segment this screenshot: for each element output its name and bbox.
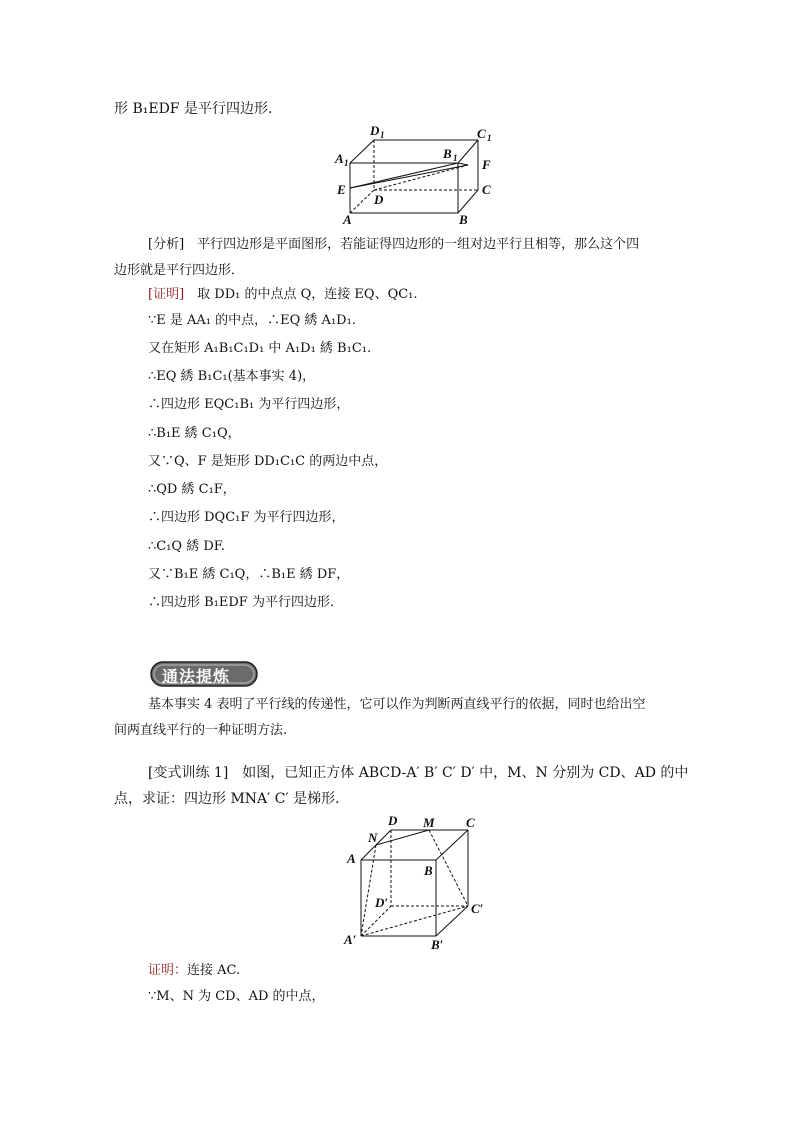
- text-line: 取 DD₁ 的中点点 Q，连接 EQ、QC₁.: [197, 287, 418, 302]
- text-line: ∵E 是 AA₁ 的中点，∴EQ 綉 A₁D₁.: [148, 313, 356, 328]
- label-A: A: [347, 851, 356, 866]
- label-C: C: [482, 182, 491, 197]
- label-C1-sub: 1: [487, 133, 492, 143]
- label-M: M: [423, 815, 435, 830]
- proof-line: [148, 963, 240, 979]
- label-B1-sub: 1: [453, 153, 458, 163]
- text-line: ∴B₁E 綉 C₁Q，: [148, 426, 241, 441]
- text-line: 间两直线平行的一种证明方法.: [114, 723, 288, 738]
- section-badge: [148, 659, 260, 689]
- text-line: [变式训练 1] 如图，已知正方体 ABCD-A′ B′ C′ D′ 中，M、N 分别为 CD、AD 的中: [148, 765, 689, 781]
- label-A-prime: A′: [344, 932, 357, 947]
- text-line: ∴QD 綉 C₁F，: [148, 482, 236, 497]
- label-C: C: [466, 815, 475, 830]
- label-D1: D: [370, 123, 380, 138]
- label-D: D: [388, 813, 398, 828]
- cuboid-figure: [330, 120, 510, 230]
- label-F: F: [482, 157, 491, 172]
- label-A: A: [343, 212, 352, 227]
- text-line: 形 B₁EDF 是平行四边形．: [114, 101, 282, 117]
- label-B: B: [459, 212, 468, 227]
- proof-line: [148, 287, 418, 303]
- text-line: ∴四边形 DQC₁F 为平行四边形，: [148, 510, 345, 525]
- label-C1: C: [477, 126, 486, 141]
- text-line: ∴四边形 B₁EDF 为平行四边形．: [148, 595, 343, 610]
- text-line: 又∵Q、F 是矩形 DD₁C₁C 的两边中点，: [148, 454, 388, 469]
- text-line: 又∵B₁E 綉 C₁Q，∴B₁E 綉 DF，: [148, 567, 350, 582]
- text-line: [分析] 平行四边形是平面图形，若能证得四边形的一组对边平行且相等，那么这个四: [148, 237, 640, 252]
- label-A1: A: [335, 151, 344, 166]
- text-line: ∴四边形 EQC₁B₁ 为平行四边形，: [148, 397, 350, 412]
- label-E: E: [337, 182, 346, 197]
- label-B: B: [424, 863, 433, 878]
- text-line: 又在矩形 A₁B₁C₁D₁ 中 A₁D₁ 綉 B₁C₁.: [148, 341, 372, 356]
- text-line: 点，求证：四边形 MNA′ C′ 是梯形．: [114, 791, 350, 807]
- label-A1-sub: 1: [344, 158, 349, 168]
- cube-figure: [336, 808, 496, 958]
- text-line: 基本事实 4 表明了平行线的传递性，它可以作为判断两直线平行的依据，同时也给出空: [148, 697, 646, 712]
- label-C-prime: C′: [471, 901, 484, 916]
- label-D: D: [374, 192, 384, 207]
- text-line: ∵M、N 为 CD、AD 的中点，: [148, 989, 325, 1004]
- proof-tag: [证明]: [148, 287, 185, 302]
- label-D1-sub: 1: [380, 130, 385, 140]
- text-line: ∴C₁Q 綉 DF.: [148, 539, 225, 554]
- label-N: N: [368, 830, 378, 845]
- proof-tag: 证明：: [148, 963, 188, 978]
- text-line: 连接 AC.: [187, 963, 241, 978]
- text-line: ∴EQ 綉 B₁C₁(基本事实 4)，: [148, 369, 316, 384]
- label-B-prime: B′: [431, 937, 444, 952]
- label-D-prime: D′: [375, 895, 389, 910]
- label-B1: B: [443, 146, 452, 161]
- badge-label: 通法提炼: [162, 667, 231, 686]
- text-line: 边形就是平行四边形．: [114, 263, 245, 278]
